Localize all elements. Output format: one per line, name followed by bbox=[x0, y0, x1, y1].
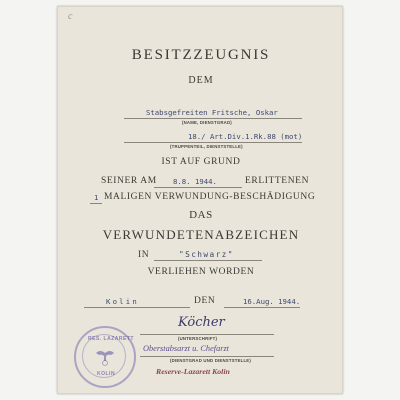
certificate-sheet bbox=[57, 6, 343, 394]
name-underline bbox=[124, 118, 302, 119]
dem-label: DEM bbox=[188, 75, 214, 86]
name-caption: (NAME, DIENSTGRAD) bbox=[182, 120, 232, 125]
eagle-emblem-icon bbox=[94, 345, 116, 367]
in-label: IN bbox=[138, 250, 150, 260]
issue-date-underline bbox=[224, 307, 300, 308]
award-name: VERWUNDETENABZEICHEN bbox=[102, 227, 300, 242]
wound-count-value: 1 bbox=[94, 193, 99, 202]
signer-rank-stamp: Oberstabsarzt u. Chefarzt bbox=[143, 344, 229, 353]
name-value: Stabsgefreiten Fritsche, Oskar bbox=[146, 108, 278, 117]
grade-value: "Schwarz" bbox=[179, 250, 234, 259]
place-value: Kolin bbox=[106, 297, 139, 306]
place-underline bbox=[84, 307, 190, 308]
maligen-label: MALIGEN VERWUNDUNG-BESCHÄDIGUNG bbox=[104, 192, 316, 202]
wound-count-underline bbox=[90, 203, 102, 204]
signature-caption: (UNTERSCHRIFT) bbox=[178, 336, 218, 341]
stamp-top-text: RES. LAZARETT bbox=[88, 336, 134, 342]
wound-date-underline bbox=[154, 187, 242, 188]
erlittenen-label: ERLITTENEN bbox=[245, 176, 310, 186]
issue-date-value: 16.Aug. 1944. bbox=[243, 297, 301, 306]
signature: Köcher bbox=[178, 315, 225, 330]
official-stamp bbox=[74, 326, 136, 388]
unit-value: 18./ Art.Div.1.Rk.88 (mot) bbox=[188, 132, 303, 141]
unit-caption: (TRUPPENTEIL, DIENSTSTELLE) bbox=[170, 144, 243, 149]
den-label: DEN bbox=[194, 296, 216, 306]
auf-grund-label: IST AUF GRUND bbox=[161, 157, 241, 167]
rank-underline bbox=[140, 356, 274, 357]
unit-underline bbox=[124, 142, 302, 143]
corner-mark: c bbox=[68, 11, 73, 22]
stamp-bottom-text: KOLIN bbox=[97, 371, 116, 377]
signature-underline bbox=[140, 334, 274, 335]
das-label: DAS bbox=[189, 209, 213, 221]
seiner-am-label: SEINER AM bbox=[101, 176, 157, 186]
grade-underline bbox=[154, 260, 262, 261]
verliehen-label: VERLIEHEN WORDEN bbox=[147, 267, 255, 277]
rank-caption: (DIENSTGRAD UND DIENSTSTELLE) bbox=[170, 358, 251, 363]
wound-date-value: 8.8. 1944. bbox=[173, 177, 217, 186]
document-title: BESITZZEUGNIS bbox=[131, 47, 271, 63]
issuing-unit-stamp: Reserve-Lazarett Kolin bbox=[156, 367, 230, 376]
